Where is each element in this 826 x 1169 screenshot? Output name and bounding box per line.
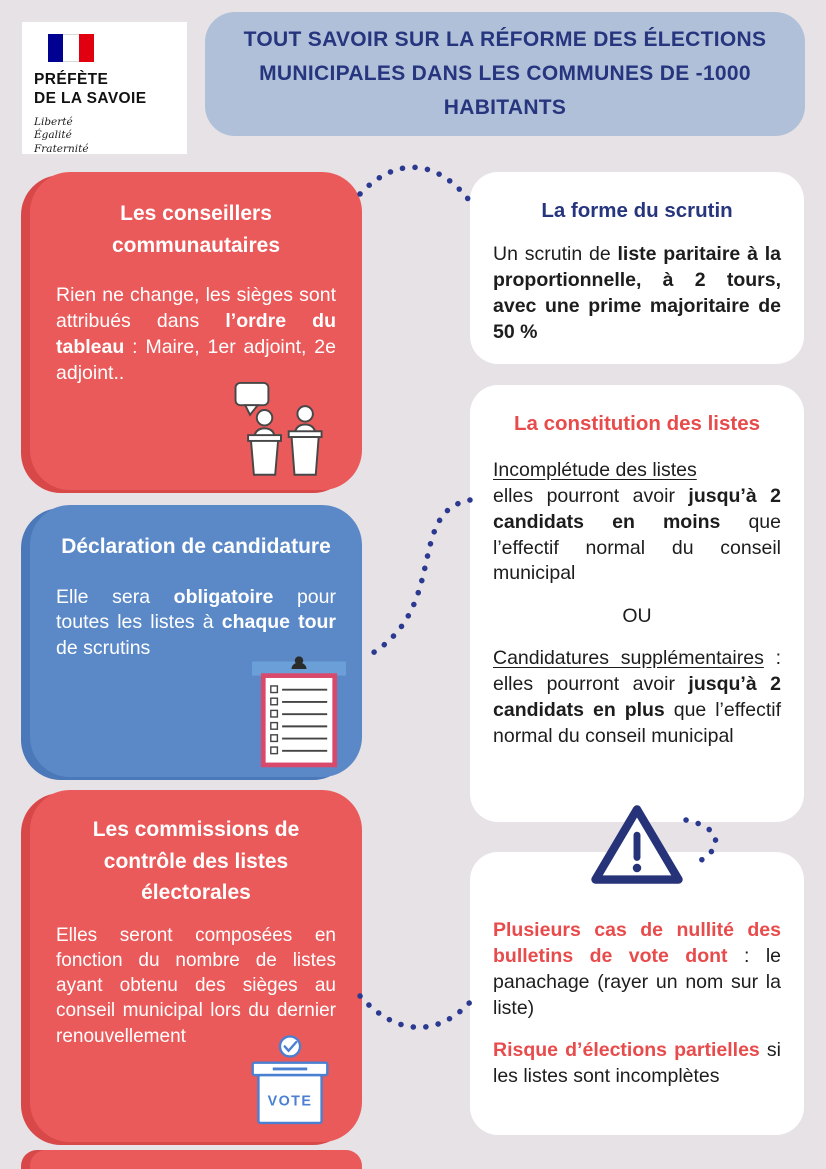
- card-paragraph-candidatures: Candidatures supplémentaires : elles pourront avoir jusqu’à 2 candidats en plus que l’effectif normal du conseil municipal: [493, 647, 781, 748]
- card-paragraph-incompletude: Incomplétude des listes elles pourront avoir jusqu’à 2 candidats en moins que l’effectif normal du conseil municipal: [493, 458, 781, 585]
- card-heading: Les conseillers communautaires: [111, 202, 281, 257]
- card-heading: Déclaration de candidature: [61, 535, 331, 558]
- card-heading: Les commissions de contrôle des listes électorales: [92, 818, 300, 904]
- card-body: Elles seront composées en fonction du nombre de listes ayant obtenu des sièges au conseil municipal lors du dernier renouvellement: [56, 924, 336, 1047]
- ballot-box-icon: [246, 1034, 334, 1132]
- motto-egalite: Égalité: [34, 129, 72, 142]
- connector-conseillers-scrutin: [360, 167, 472, 204]
- clipboard-checklist-icon: [252, 654, 346, 769]
- republic-motto: [34, 116, 175, 157]
- title-banner: [205, 12, 805, 136]
- card-commissions-controle: [30, 790, 362, 1142]
- connector-constitution-declaration: [364, 500, 470, 658]
- card-paragraph-nullite: Plusieurs cas de nullité des bulletins de vote dont : le panachage (rayer un nom sur la liste): [493, 919, 781, 1019]
- card-body: Rien ne change, les sièges sont attribués dans l’ordre du tableau : Maire, 1er adjoint, 2e adjoint..: [56, 284, 336, 384]
- card-constitution-listes: [470, 385, 804, 822]
- prefecture-name-line1: PRÉFÈTE: [34, 71, 109, 88]
- card-heading: La forme du scrutin: [541, 199, 733, 222]
- card-avertissement-nullite: [470, 852, 804, 1135]
- card-heading: La constitution des listes: [513, 412, 761, 435]
- card-forme-scrutin: [470, 172, 804, 364]
- warning-triangle-icon: [589, 802, 685, 889]
- prefecture-logo: [22, 22, 187, 154]
- prefecture-name-line2: DE LA SAVOIE: [34, 90, 147, 108]
- motto-fraternite: Fraternité: [34, 143, 89, 156]
- speakers-podium-icon: [222, 381, 338, 478]
- card-paragraph-risque: Risque d’élections partielles si les listes sont incomplètes: [493, 1038, 781, 1087]
- card-conseillers-communautaires: [30, 172, 362, 490]
- french-flag-icon: [48, 34, 94, 62]
- prefecture-name: [34, 70, 175, 109]
- card-body: Elle sera obligatoire pour toutes les listes à chaque tour de scrutins: [56, 585, 336, 660]
- card-body: Un scrutin de liste paritaire à la proportionnelle, à 2 tours, avec une prime majoritaire de 50 %: [493, 242, 781, 343]
- partial-card-strip: [30, 1150, 362, 1169]
- motto-liberte: Liberté: [34, 115, 73, 128]
- ballot-box-label: VOTE: [267, 1094, 313, 1111]
- separator-ou: OU: [622, 605, 652, 628]
- connector-commissions-avertissement: [360, 996, 472, 1027]
- card-declaration-candidature: [30, 505, 362, 777]
- page-title: TOUT SAVOIR SUR LA RÉFORME DES ÉLECTIONS MUNICIPALES DANS LES COMMUNES DE -1000 HABITANTS: [243, 27, 767, 119]
